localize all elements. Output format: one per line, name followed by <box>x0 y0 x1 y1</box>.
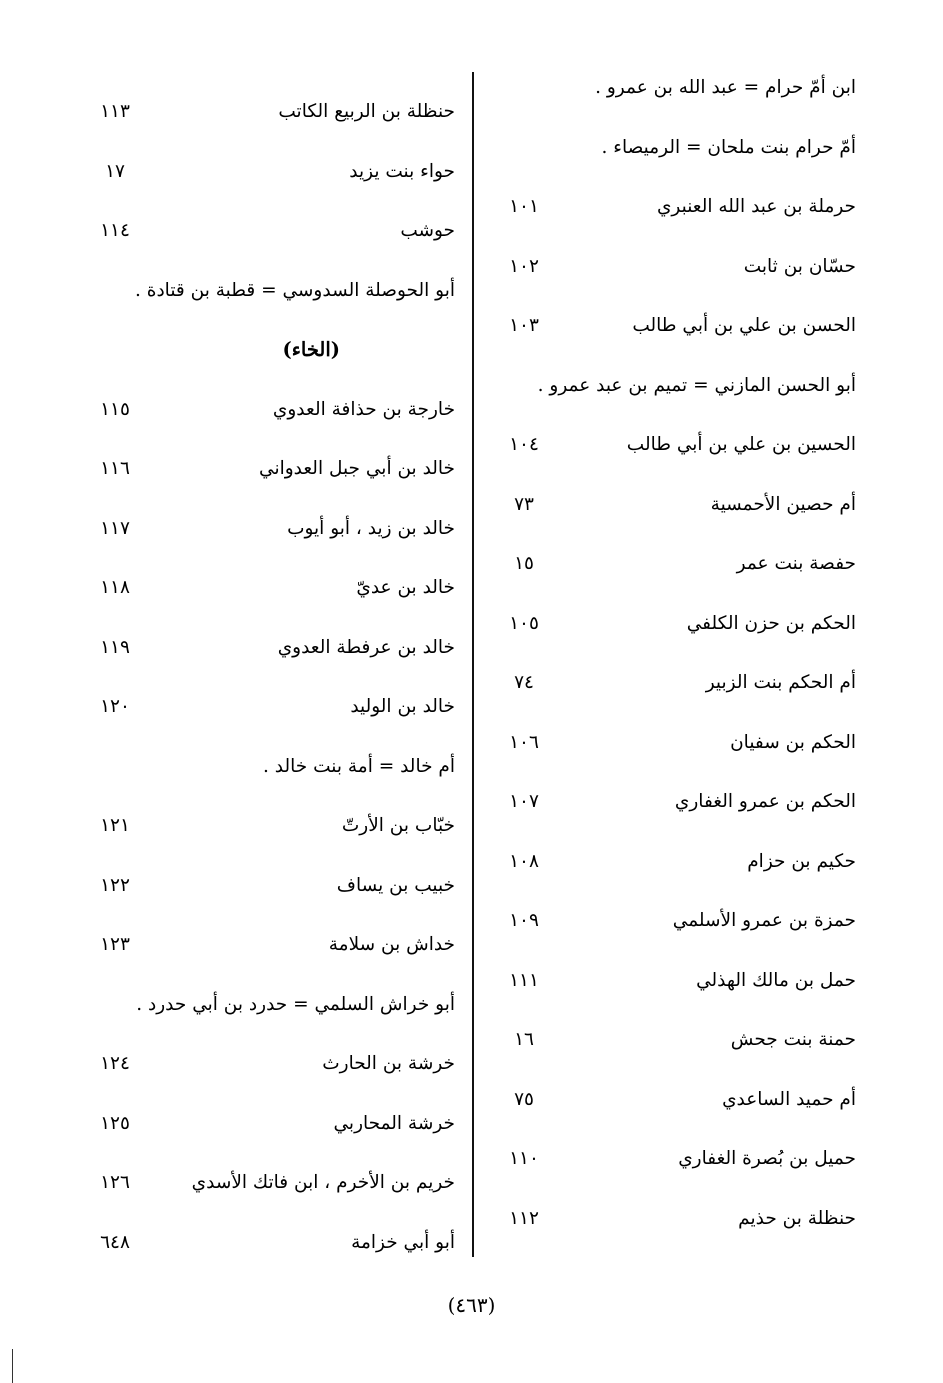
entry-name: أبو خراش السلمي = حدرد بن أبي حدرد . <box>136 993 455 1015</box>
entry-number: ١٠٤ <box>509 434 539 455</box>
index-entry <box>80 509 468 549</box>
entry-number: ٦٤٨ <box>100 1231 130 1253</box>
entry-number: ١١٢ <box>509 1207 539 1229</box>
entry-number: ١١٠ <box>509 1148 539 1169</box>
entry-name: أبو الحسن المازني = تميم بن عبد عمرو . <box>537 374 856 396</box>
entry-number: ١٠٧ <box>509 791 539 812</box>
entry-name: حمنة بنت جحش <box>730 1029 856 1050</box>
index-entry <box>484 1080 874 1120</box>
entry-number: ١٥ <box>514 553 534 574</box>
entry-number: ١١١ <box>509 969 539 991</box>
entry-number: ١١٦ <box>100 458 130 479</box>
entry-number: ١٧ <box>105 160 125 182</box>
index-entry <box>484 1020 874 1060</box>
entry-name: أبو الحوصلة السدوسي = قطبة بن قتادة . <box>134 279 455 301</box>
entry-number: ١٢٣ <box>100 934 130 955</box>
index-entry <box>80 152 468 192</box>
index-entry <box>80 1223 468 1263</box>
entry-number: ١١٥ <box>100 398 130 420</box>
column-divider <box>472 72 474 1257</box>
entry-name: ابن أمّ حرام = عبد الله بن عمرو . <box>595 77 856 98</box>
entry-number: ١٢٤ <box>100 1053 130 1074</box>
index-entry <box>484 425 874 465</box>
entry-number: ١١٣ <box>100 101 130 122</box>
entry-name: الحكم بن حزن الكلفي <box>686 612 856 634</box>
entry-number: ١٠٦ <box>509 731 539 753</box>
index-entry <box>484 306 874 346</box>
index-entry <box>484 1139 874 1179</box>
entry-number: ١١٩ <box>100 636 130 658</box>
page-number: (٤٦٣) <box>447 1293 496 1317</box>
index-entry <box>484 247 874 287</box>
entry-name: خارجة بن حذافة العدوي <box>272 398 455 420</box>
entry-number: ١٢٦ <box>100 1172 130 1193</box>
scan-edge-mark <box>12 1349 13 1383</box>
index-entry <box>80 271 468 311</box>
index-entry <box>484 68 874 108</box>
index-entry <box>484 663 874 703</box>
index-entry <box>80 1044 468 1084</box>
entry-number: ١٠٥ <box>509 612 539 634</box>
entry-number: ١١٤ <box>100 220 130 241</box>
index-entry <box>80 211 468 251</box>
entry-name: حنظلة بن الربيع الكاتب <box>278 101 455 122</box>
entry-number: ١١٧ <box>100 517 130 539</box>
index-entry <box>80 985 468 1025</box>
entry-name: حرملة بن عبد الله العنبري <box>656 196 856 217</box>
entry-name: الحكم بن عمرو الغفاري <box>674 791 856 812</box>
index-entry <box>484 604 874 644</box>
index-entry <box>80 92 468 132</box>
index-entry <box>80 449 468 489</box>
entry-name: حفصة بنت عمر <box>736 553 856 574</box>
index-entry <box>80 747 468 787</box>
entry-name: الحسين بن علي بن أبي طالب <box>626 434 856 455</box>
section-heading <box>80 330 468 370</box>
entry-name: خبّاب بن الأرتّ <box>341 815 455 836</box>
entry-name: حسّان بن ثابت <box>743 255 856 277</box>
index-entry <box>80 568 468 608</box>
entry-name: خالد بن أبي جبل العدواني <box>259 458 455 479</box>
index-entry <box>484 723 874 763</box>
entry-number: ١٠٣ <box>509 315 539 336</box>
entry-name: خرشة المحاربي <box>333 1112 455 1134</box>
index-entry <box>484 187 874 227</box>
entry-name: حمزة بن عمرو الأسلمي <box>672 910 856 931</box>
index-entry <box>484 485 874 525</box>
entry-number: ١٠٢ <box>509 255 539 277</box>
index-entry <box>484 782 874 822</box>
index-entry <box>484 961 874 1001</box>
entry-name: أم الحكم بنت الزبير <box>705 672 856 693</box>
entry-number: ٧٥ <box>514 1088 534 1110</box>
index-entry <box>80 1163 468 1203</box>
index-entry <box>80 1104 468 1144</box>
entry-name: حميل بن بُصرة الغفاري <box>678 1148 856 1169</box>
entry-name: حوشب <box>400 220 455 241</box>
entry-name: الحكم بن سفيان <box>730 731 856 753</box>
entry-number: ١٢١ <box>100 815 130 836</box>
index-entry <box>80 390 468 430</box>
entry-number: ٧٣ <box>514 493 534 515</box>
index-entry <box>484 366 874 406</box>
entry-name: خداش بن سلامة <box>328 934 455 955</box>
index-entry <box>484 842 874 882</box>
entry-name: أمّ حرام بنت ملحان = الرميصاء . <box>601 136 856 158</box>
index-entry <box>80 628 468 668</box>
entry-name: خالد بن عرفطة العدوي <box>277 636 455 658</box>
entry-number: ٧٤ <box>514 672 534 693</box>
entry-name: الحسن بن علي بن أبي طالب <box>632 315 856 336</box>
entry-name: حكيم بن حزام <box>747 850 856 872</box>
heading-text: (الخاء) <box>282 338 340 361</box>
index-entry <box>80 806 468 846</box>
index-entry <box>484 1199 874 1239</box>
entry-number: ١٠١ <box>509 196 539 217</box>
entry-name: خريم بن الأخرم ، ابن فاتك الأسدي <box>191 1172 455 1193</box>
index-entry <box>484 901 874 941</box>
entry-name: أم حصين الأحمسية <box>710 493 856 515</box>
entry-name: خرشة بن الحارث <box>322 1053 455 1074</box>
index-entry <box>80 866 468 906</box>
entry-number: ١٢٥ <box>100 1112 130 1134</box>
entry-name: حواء بنت يزيد <box>349 160 455 182</box>
entry-number: ١٢٠ <box>100 696 130 717</box>
entry-name: أم خالد = أمة بنت خالد . <box>263 755 455 777</box>
entry-name: خالد بن الوليد <box>350 696 455 717</box>
entry-name: حمل بن مالك الهذلي <box>696 969 856 991</box>
entry-number: ١٠٨ <box>509 850 539 872</box>
entry-number: ١١٨ <box>100 577 130 598</box>
entry-name: أبو أبي خزامة <box>351 1231 455 1253</box>
entry-name: خالد بن عديّ <box>356 577 455 598</box>
entry-number: ١٢٢ <box>100 874 130 896</box>
entry-name: حنظلة بن حذيم <box>738 1207 856 1229</box>
index-entry <box>484 544 874 584</box>
index-entry <box>80 925 468 965</box>
entry-number: ١٠٩ <box>509 910 539 931</box>
index-entry <box>80 687 468 727</box>
index-entry <box>484 128 874 168</box>
entry-number: ١٦ <box>514 1029 534 1050</box>
entry-name: خبيب بن يساف <box>336 874 455 896</box>
entry-name: أم حميد الساعدي <box>722 1088 856 1110</box>
entry-name: خالد بن زيد ، أبو أيوب <box>287 517 455 539</box>
